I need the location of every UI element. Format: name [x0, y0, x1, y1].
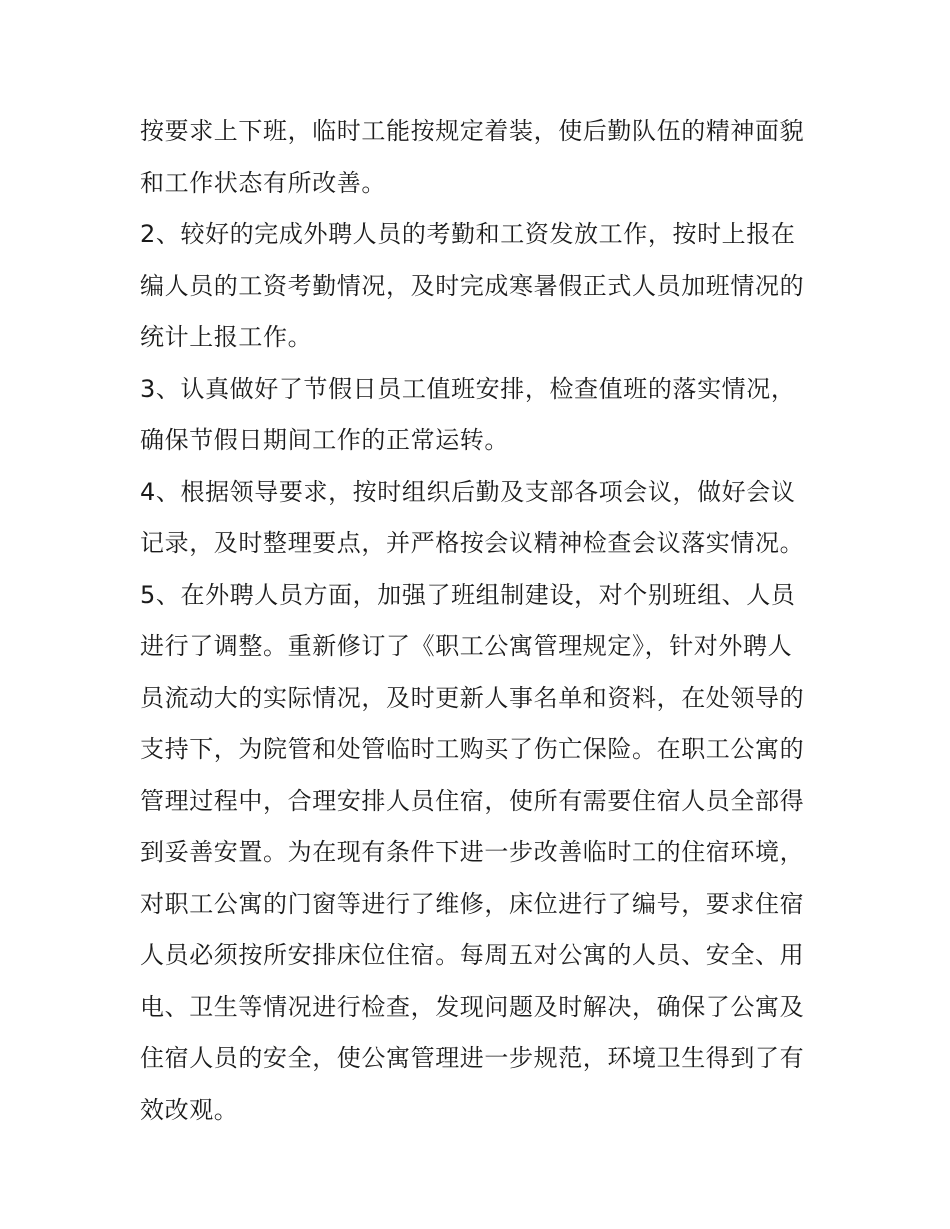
text-line: 管理过程中，合理安排人员住宿，使所有需要住宿人员全部得: [140, 786, 805, 815]
text-line: 人员必须按所安排床位住宿。每周五对公寓的人员、安全、用: [140, 941, 805, 969]
text-line: 记录，及时整理要点，并严格按会议精神检查会议落实情况。: [140, 529, 805, 557]
text-line: 电、卫生等情况进行检查，发现问题及时解决，确保了公寓及: [140, 992, 805, 1021]
text-line: 统计上报工作。: [140, 323, 313, 351]
text-line: 效改观。: [140, 1095, 239, 1124]
text-line: 按要求上下班，临时工能按规定着装，使后勤队伍的精神面貌: [140, 117, 805, 145]
text-line: 对职工公寓的门窗等进行了维修，床位进行了编号，要求住宿: [140, 889, 805, 918]
text-line: 住宿人员的安全，使公寓管理进一步规范，环境卫生得到了有: [140, 1044, 805, 1072]
text-line: 5、在外聘人员方面，加强了班组制建设，对个别班组、人员: [140, 580, 796, 609]
body-text: [140, 106, 820, 1136]
text-line: 4、根据领导要求，按时组织后勤及支部各项会议，做好会议: [140, 477, 796, 506]
text-line: 编人员的工资考勤情况，及时完成寒暑假正式人员加班情况的: [140, 271, 805, 300]
text-line: 到妥善安置。为在现有条件下进一步改善临时工的住宿环境，: [140, 838, 805, 866]
text-line: 员流动大的实际情况，及时更新人事名单和资料，在处领导的: [140, 683, 805, 712]
text-line: 3、认真做好了节假日员工值班安排，检查值班的落实情况，: [140, 374, 796, 403]
text-line: 和工作状态有所改善。: [140, 168, 386, 197]
text-line: 2、较好的完成外聘人员的考勤和工资发放工作，按时上报在: [140, 220, 796, 248]
text-line: 确保节假日期间工作的正常运转。: [140, 426, 509, 454]
text-line: 支持下，为院管和处管临时工购买了伤亡保险。在职工公寓的: [140, 735, 805, 763]
text-line: 进行了调整。重新修订了《职工公寓管理规定》，针对外聘人: [140, 632, 793, 660]
